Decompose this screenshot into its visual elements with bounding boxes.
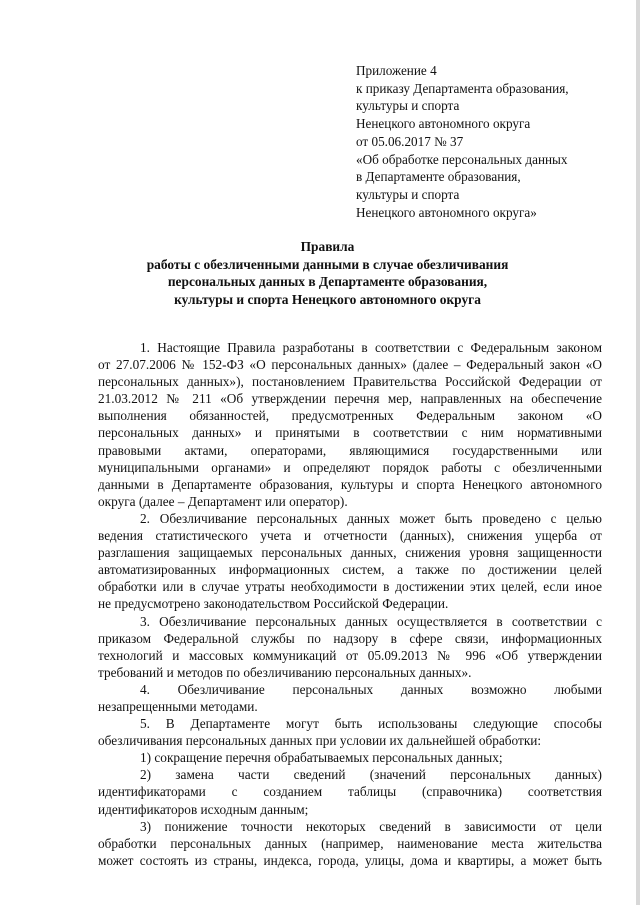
body-line: 4. Обезличивание персональных данных возможно любыми [140,681,602,697]
title-line: работы с обезличенными данными в случае обезличивания [146,256,509,272]
appendix-line: от 05.06.2017 № 37 [356,133,464,149]
appendix-line: культуры и спорта [356,186,460,202]
appendix-line: в Департаменте образования, [356,169,521,185]
title-line: Правила [300,239,355,254]
body-line: от 27.07.2006 № 152-ФЗ «О персональных данных» (далее – Федеральный закон «О [98,357,602,373]
body-line: незапрещенными методами. [98,698,258,714]
body-line: разглашения защищаемых персональных данных, снижения уровня защищенности [98,545,602,561]
body-line: приказом Федеральной службы по надзору в сфере связи, информационных [98,630,602,646]
body-line: 5. В Департаменте могут быть использованы следующие способы [140,716,602,732]
body-line: требований и методов по обезличиванию персональных данных». [98,664,472,680]
body-line: 1. Настоящие Правила разработаны в соответствии с Федеральным законом [140,340,602,355]
title-line: персональных данных в Департаменте образования, [167,274,488,290]
appendix-line: «Об обработке персональных данных [356,151,568,167]
body-line: 3) понижение точности некоторых сведений в зависимости от цели [140,818,602,834]
body-line: обработки персональных данных (например, наименование места жительства [98,835,602,851]
body-line: технологий и массовых коммуникаций от 05.09.2013 № 996 «Об утверждении [98,647,602,663]
body-line: персональных данных» и принятыми в соответствии с ним нормативными [98,425,602,441]
document-body [98,339,602,869]
body-line: не предусмотрено законодательством Российской Федерации. [98,596,449,612]
body-line: правовыми актами, операторами, являющимися государственными или [98,442,602,458]
body-line: идентификаторами с созданием таблицы (справочника) соответствия [98,784,602,800]
body-line: персональных данных»), постановлением Правительства Российской Федерации от [98,374,602,390]
body-line: может состоять из страны, индекса, города, улицы, дома и квартиры, а может быть [98,852,602,868]
appendix-line: культуры и спорта [356,98,460,114]
body-line: данными в Департаменте образования, культуры и спорта Ненецкого автономного [98,476,602,492]
body-line: идентификаторов исходным данным; [98,801,309,817]
body-line: 21.03.2012 № 211 «Об утверждении перечня мер, направленных на обеспечение [98,391,602,407]
body-line: обезличивания персональных данных при условии их дальнейшей обработки: [98,733,542,749]
body-line: муниципальными органами» и определяют порядок работы с обезличенными [98,459,602,475]
appendix-line: Ненецкого автономного округа [356,116,531,132]
appendix-header [356,62,626,221]
body-line: автоматизированных информационных систем, а также по достижении целей [98,562,602,578]
appendix-line: к приказу Департамента образования, [356,80,569,96]
body-line: округа (далее – Департамент или оператор). [98,493,348,509]
body-line: 3. Обезличивание персональных данных осуществляется в соответствии с [140,613,602,629]
document-title [90,238,565,308]
body-line: 2) замена части сведений (значений персональных данных) [140,767,602,783]
appendix-line: Ненецкого автономного округа» [356,204,537,220]
body-line: ведения статистического учета и отчетности (данных), снижения ущерба от [98,528,602,544]
body-line: 2. Обезличивание персональных данных может быть проведено с целью [140,510,602,526]
appendix-line: Приложение 4 [356,63,437,78]
title-line: культуры и спорта Ненецкого автономного округа [174,291,481,307]
body-line: 1) сокращение перечня обрабатываемых персональных данных; [140,750,503,766]
scan-edge-strip [636,0,640,905]
body-line: обработки или в случае утраты необходимости в достижении этих целей, если иное [98,579,602,595]
body-line: выполнения обязанностей, предусмотренных Федеральным законом «О [98,408,602,424]
